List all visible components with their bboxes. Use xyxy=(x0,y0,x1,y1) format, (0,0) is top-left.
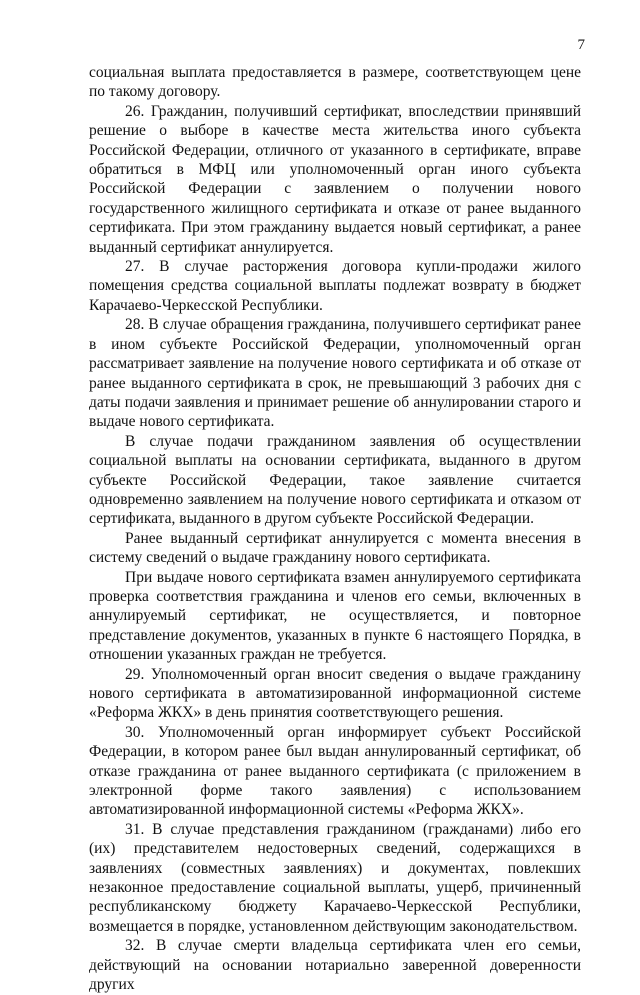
paragraph-29: 29. Уполномоченный орган вносит сведения о выдаче гражданину нового сертификата в автоматизированной информационной системе «Реформа ЖКХ» в день принятия соответствующего решения. xyxy=(89,665,581,722)
paragraph-continuation: социальная выплата предоставляется в размере, соответствующем цене по такому договору. xyxy=(89,64,581,101)
paragraph-28: 28. В случае обращения гражданина, получившего сертификат ранее в ином субъекте Российской Федерации, уполномоченный орган рассматривает заявление на получение нового сертификата и об отказе от ранее выданного сертификата в срок, не превышающий 3 рабочих дня с даты подачи заявления и принимает решение об аннулировании старого и выдаче нового сертификата. xyxy=(89,316,581,431)
paragraph-31: 31. В случае представления гражданином (гражданами) либо его (их) представителем недостоверных сведений, содержащихся в заявлениях (совместных заявлениях) и документах, повлекших незаконное предоставление социальной выплаты, ущерб, причиненный республиканскому бюджету Карачаево-Черкесской Республики, возмещается в порядке, установленном действующим законодательством. xyxy=(89,820,581,935)
paragraph-30: 30. Уполномоченный орган информирует субъект Российской Федерации, в котором ранее был выдан аннулированный сертификат, об отказе гражданина от ранее выданного сертификата (с приложением в электронной форме такого заявления) с использованием автоматизированной информационной системы «Реформа ЖКХ». xyxy=(89,723,581,819)
page-number: 7 xyxy=(577,37,585,53)
paragraph-28-part-2: В случае подачи гражданином заявления об осуществлении социальной выплаты на основании сертификата, выданного в другом субъекте Российской Федерации, такое заявление считается одновременно заявлением на получение нового сертификата и отказом от сертификата, выданного в другом субъекте Российской Федерации. xyxy=(89,432,581,528)
document-body xyxy=(89,63,581,995)
paragraph-28-part-4: При выдаче нового сертификата взамен аннулируемого сертификата проверка соответствия гражданина и членов его семьи, включенных в аннулируемый сертификат, не осуществляется, и повторное представление документов, указанных в пункте 6 настоящего Порядка, в отношении указанных граждан не требуется. xyxy=(89,568,581,664)
paragraph-28-part-3: Ранее выданный сертификат аннулируется с момента внесения в систему сведений о выдаче гражданину нового сертификата. xyxy=(89,529,581,567)
paragraph-27: 27. В случае расторжения договора купли-продажи жилого помещения средства социальной выплаты подлежат возврату в бюджет Карачаево-Черкесской Республики. xyxy=(89,258,581,314)
paragraph-32: 32. В случае смерти владельца сертификата член его семьи, действующий на основании нотариально заверенной доверенности других xyxy=(89,937,581,994)
paragraph-26: 26. Гражданин, получивший сертификат, впоследствии принявший решение о выборе в качестве места жительства иного субъекта Российской Федерации, отличного от указанного в сертификате, вправе обратиться в МФЦ или уполномоченный орган иного субъекта Российской Федерации с заявлением о получении нового государственного жилищного сертификата и отказе от ранее выданного сертификата. При этом гражданину выдается новый сертификат, а ранее выданный сертификат аннулируется. xyxy=(89,102,581,256)
